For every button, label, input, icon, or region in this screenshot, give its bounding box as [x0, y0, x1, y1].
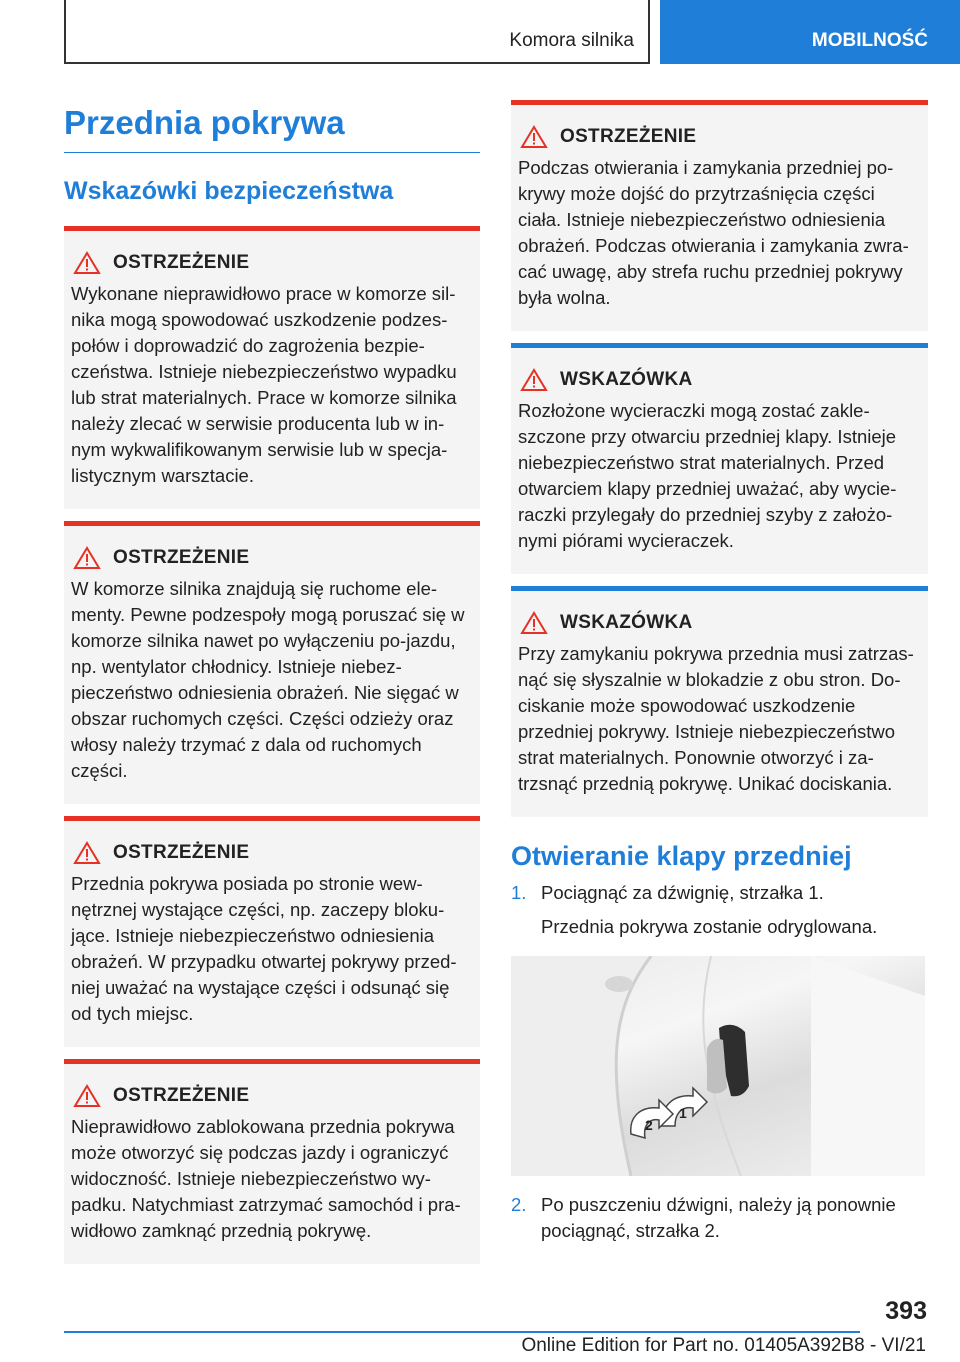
box-text: Rozłożone wycieraczki mogą zostać zakle-szczone przy otwarciu przedniej klapy. Istnieje niebezpieczeństwo strat materialnych. Przed otwarciem klapy przedniej uważać, aby wycie-raczki przylegały do przedniej szyby z założo-nymi piórami wycieraczek. [518, 400, 897, 551]
box-heading [518, 123, 922, 151]
note-box [511, 586, 928, 817]
section-title: Otwieranie klapy przedniej [511, 841, 852, 871]
warning-box [511, 100, 928, 331]
warning-triangle-icon [73, 841, 101, 865]
left-column [64, 100, 480, 1264]
steps-list [511, 880, 928, 940]
box-text: W komorze silnika znajdują się ruchome ele-menty. Pewne podzespoły mogą poruszać się w komorze silnika nawet po wyłączeniu po-jazdu, np. wentylator chłodnicy. Istnieje niebez-pieczeństwo odniesienia obrażeń. Nie sięgać w obszar ruchomych części. Części odzieży oraz włosy należy trzymać z dala od ruchomych części. [71, 578, 465, 781]
box-text: Wykonane nieprawidłowo prace w komorze sil-nika mogą spowodować uszkodzenie podzes-połów i doprowadzić do zagrożenia bezpie-czeństwa. Istnieje niebezpieczeństwo wypadku lub strat materialnych. Prace w komorze silnika należy zlecać w serwisie producenta lub w in-nym wykwalifikowanym serwisie lub w specja-listycznym warsztacie. [71, 283, 457, 486]
step-item [511, 880, 928, 906]
box-heading-label: WSKAZÓWKA [560, 612, 693, 633]
figure-illustration [511, 956, 925, 1176]
step-text: Po puszczeniu dźwigni, należy ją ponownie pociągnąć, strzałka 2. [541, 1194, 896, 1241]
right-column [511, 100, 928, 1244]
arrow-2-label: 2 [645, 1117, 653, 1133]
box-text: Podczas otwierania i zamykania przedniej po-krywy może dojść do przytrzaśnięcia części ciała. Istnieje niebezpieczeństwo odniesienia obrażeń. Podczas otwierania i zamykania zwra-cać uwagę, aby strefa ruchu przedniej pokrywy była wolna. [518, 157, 909, 308]
steps-list [511, 1192, 928, 1244]
section-subtitle: Wskazówki bezpieczeństwa [64, 177, 394, 205]
step-item [511, 1192, 928, 1244]
page-number: 393 [885, 1297, 927, 1325]
box-heading-label: WSKAZÓWKA [560, 369, 693, 390]
arrow-1 [661, 1088, 707, 1126]
header-section-label: Komora silnika [509, 30, 634, 51]
step-number: 2. [511, 1194, 527, 1215]
box-text: Przy zamykaniu pokrywa przednia musi zatrzas-nąć się słyszalnie w blokadzie z obu stron. Do-ciskanie może spowodować uszkodzenie przedniej pokrywy. Istnieje niebezpieczeństwo strat materialnych. Ponownie otworzyć i za-trzsnąć przednią pokrywę. Unikać dociskania. [518, 643, 914, 794]
footer-edition: Online Edition for Part no. 01405A392B8 - VI/21 [521, 1335, 926, 1356]
footer-divider [64, 1331, 860, 1333]
warning-triangle-icon [520, 125, 548, 149]
box-text: Nieprawidłowo zablokowana przednia pokrywa może otworzyć się podczas jazdy i ograniczyć widoczność. Istnieje niebezpieczeństwo wy-padku. Natychmiast zatrzymać samochód i pra-widłowo zamknąć przednią pokrywę. [71, 1116, 461, 1241]
box-heading-label: OSTRZEŻENIE [113, 547, 250, 568]
box-heading [518, 366, 922, 394]
header-chapter-tab [660, 0, 960, 64]
header-chapter-label: MOBILNOŚĆ [811, 30, 928, 51]
box-heading-label: OSTRZEŻENIE [113, 842, 250, 863]
warning-box [64, 226, 480, 509]
box-heading-label: OSTRZEŻENIE [113, 1085, 250, 1106]
page-title: Przednia pokrywa [64, 100, 480, 153]
step-text: Pociągnąć za dźwignię, strzałka 1. [541, 882, 824, 903]
warning-triangle-icon [73, 251, 101, 275]
step-number: 1. [511, 882, 527, 903]
caution-triangle-icon [520, 611, 548, 635]
arrow-1-label: 1 [679, 1105, 687, 1121]
warning-box [64, 521, 480, 804]
step-result: Przednia pokrywa zostanie odryglowana. [541, 916, 878, 937]
box-heading [71, 249, 474, 277]
header-section-tab [64, 0, 650, 64]
box-heading [71, 544, 474, 572]
warning-box [64, 1059, 480, 1264]
warning-box [64, 816, 480, 1047]
box-heading [71, 1082, 474, 1110]
note-box [511, 343, 928, 574]
box-text: Przednia pokrywa posiada po stronie wew-nętrznej wystające części, np. zaczepy bloku-jące. Istnieje niebezpieczeństwo odniesienia obrażeń. W przypadku otwartej pokrywy przed-niej uważać na wystające części i odsunąć się od tych miejsc. [71, 873, 457, 1024]
box-heading-label: OSTRZEŻENIE [560, 126, 697, 147]
box-heading-label: OSTRZEŻENIE [113, 252, 250, 273]
caution-triangle-icon [520, 368, 548, 392]
box-heading [518, 609, 922, 637]
hood-release-lever-figure [511, 956, 925, 1176]
warning-triangle-icon [73, 546, 101, 570]
box-heading [71, 839, 474, 867]
warning-triangle-icon [73, 1084, 101, 1108]
